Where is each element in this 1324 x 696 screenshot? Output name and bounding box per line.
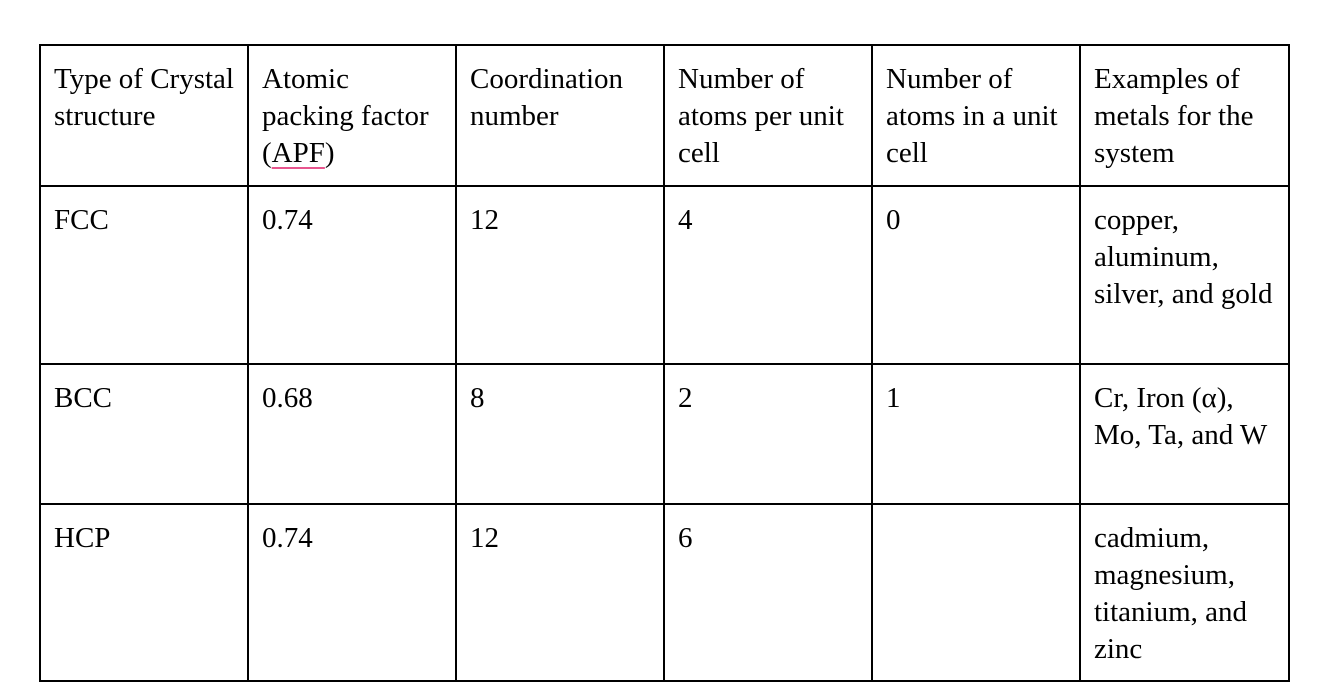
spellcheck-flagged-word[interactable]: APF <box>271 137 325 169</box>
table-header-row <box>40 45 1289 186</box>
cell-apf-text: 0.74 <box>262 204 313 236</box>
cell-atoms-per-cell[interactable] <box>664 504 872 681</box>
cell-type-text: HCP <box>54 522 111 554</box>
cell-type[interactable] <box>40 504 248 681</box>
cell-coordination[interactable] <box>456 504 664 681</box>
cell-atoms-in-cell-text: 1 <box>886 382 901 414</box>
table-row <box>40 504 1289 681</box>
header-atomic-packing-factor[interactable] <box>248 45 456 186</box>
cell-atoms-in-cell[interactable] <box>872 186 1080 364</box>
cell-atoms-in-cell-text: 0 <box>886 204 901 236</box>
cell-coordination-text: 12 <box>470 522 499 554</box>
cell-apf[interactable] <box>248 364 456 504</box>
cell-coordination[interactable] <box>456 186 664 364</box>
cell-apf[interactable] <box>248 186 456 364</box>
cell-examples[interactable] <box>1080 186 1289 364</box>
cell-type[interactable] <box>40 186 248 364</box>
cell-examples[interactable] <box>1080 364 1289 504</box>
header-example-metals[interactable] <box>1080 45 1289 186</box>
cell-apf-text: 0.68 <box>262 382 313 414</box>
header-atoms-in-unit-cell[interactable] <box>872 45 1080 186</box>
cell-atoms-per-cell[interactable] <box>664 186 872 364</box>
crystal-structure-table <box>39 44 1290 682</box>
cell-type-text: BCC <box>54 382 113 414</box>
header-atoms-in-cell-text: Number of atoms in a unit cell <box>886 63 1058 169</box>
cell-examples-text: cadmium, magnesium, titanium, and zinc <box>1094 522 1248 665</box>
cell-examples-text: copper, aluminum, silver, and gold <box>1094 204 1273 310</box>
cell-coordination-text: 8 <box>470 382 485 414</box>
table-row <box>40 186 1289 364</box>
header-atoms-per-cell-text: Number of atoms per unit cell <box>678 63 844 169</box>
header-atoms-per-unit-cell[interactable] <box>664 45 872 186</box>
header-coordination-text: Coordination number <box>470 63 624 132</box>
table-row <box>40 364 1289 504</box>
header-examples-text: Examples of metals for the system <box>1094 63 1254 169</box>
cell-coordination-text: 12 <box>470 204 499 236</box>
cell-atoms-per-cell-text: 4 <box>678 204 693 236</box>
header-crystal-structure[interactable] <box>40 45 248 186</box>
header-apf-text-before: Atomic packing factor ( <box>262 63 429 169</box>
cell-apf-text: 0.74 <box>262 522 313 554</box>
cell-examples[interactable] <box>1080 504 1289 681</box>
cell-atoms-per-cell-text: 6 <box>678 522 693 554</box>
cell-atoms-in-cell[interactable] <box>872 364 1080 504</box>
cell-type-text: FCC <box>54 204 109 236</box>
cell-type[interactable] <box>40 364 248 504</box>
cell-atoms-in-cell[interactable] <box>872 504 1080 681</box>
header-coordination-number[interactable] <box>456 45 664 186</box>
header-apf-text-after: ) <box>324 137 335 169</box>
header-crystal-structure-text: Type of Crystal structure <box>54 63 234 132</box>
cell-examples-text: Cr, Iron (α), Mo, Ta, and W <box>1094 382 1268 451</box>
cell-atoms-per-cell[interactable] <box>664 364 872 504</box>
cell-atoms-per-cell-text: 2 <box>678 382 693 414</box>
cell-coordination[interactable] <box>456 364 664 504</box>
cell-apf[interactable] <box>248 504 456 681</box>
